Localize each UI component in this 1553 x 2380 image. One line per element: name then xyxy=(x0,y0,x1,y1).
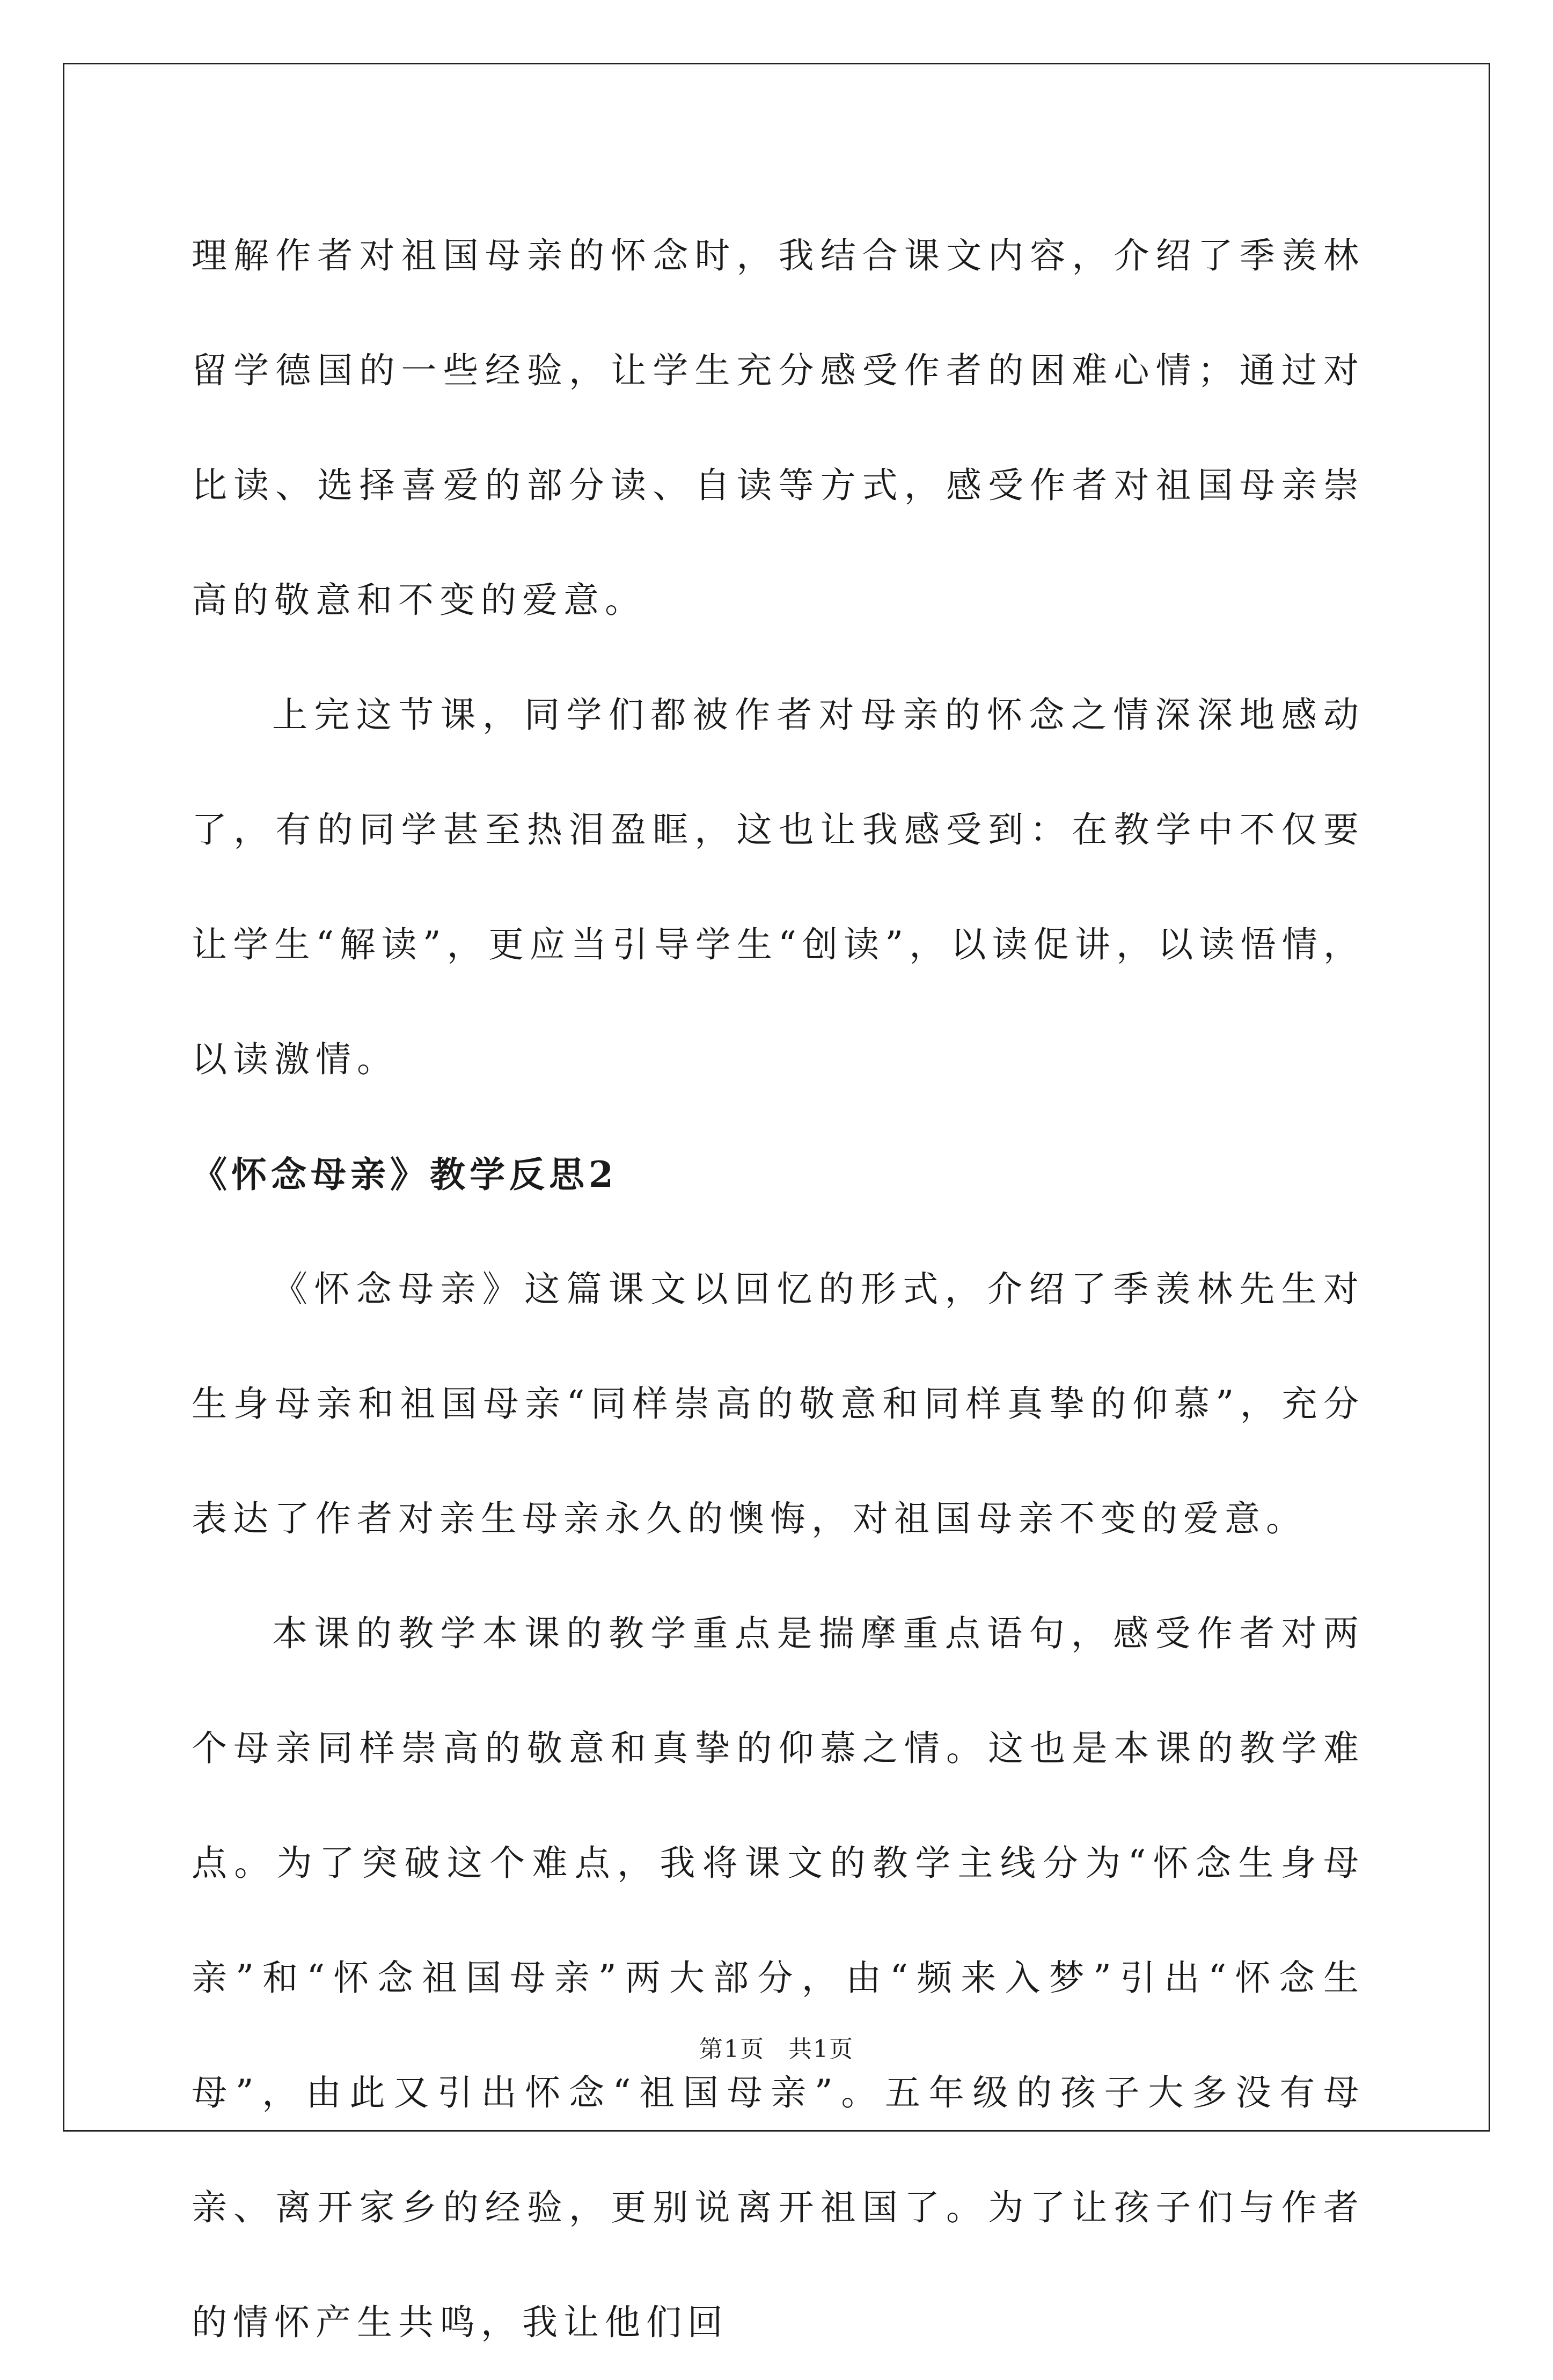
page-total: 共1页 xyxy=(788,2036,854,2063)
paragraph: 上完这节课，同学们都被作者对母亲的怀念之情深深地感动了，有的同学甚至热泪盈眶，这也让我感受到：在教学中不仅要让学生“解读”，更应当引导学生“创读”，以读促讲，以读悟情，以读激情。 xyxy=(192,694,1365,1080)
page-footer xyxy=(0,2033,1553,2066)
paragraph: 本课的教学本课的教学重点是揣摩重点语句，感受作者对两个母亲同样崇高的敬意和真挚的仰慕之情。这也是本课的教学难点。为了突破这个难点，我将课文的教学主线分为“怀念生身母亲”和“怀念祖国母亲”两大部分，由“频来入梦”引出“怀念生母”，由此又引出怀念“祖国母亲”。五年级的孩子大多没有母亲、离开家乡的经验，更别说离开祖国了。为了让孩子们与作者的情怀产生共鸣，我让他们回 xyxy=(192,1613,1365,2343)
page-number: 第1页 xyxy=(699,2036,765,2063)
section-title: 《怀念母亲》教学反思2 xyxy=(192,1154,618,1195)
paragraph: 《怀念母亲》这篇课文以回忆的形式，介绍了季羡林先生对生身母亲和祖国母亲“同样崇高的敬意和同样真挚的仰慕”，充分表达了作者对亲生母亲永久的懊悔，对祖国母亲不变的爱意。 xyxy=(192,1268,1365,1539)
paragraph: 理解作者对祖国母亲的怀念时，我结合课文内容，介绍了季羡林留学德国的一些经验，让学生充分感受作者的困难心情；通过对比读、选择喜爱的部分读、自读等方式，感受作者对祖国母亲崇高的敬意和不变的爱意。 xyxy=(192,235,1365,621)
